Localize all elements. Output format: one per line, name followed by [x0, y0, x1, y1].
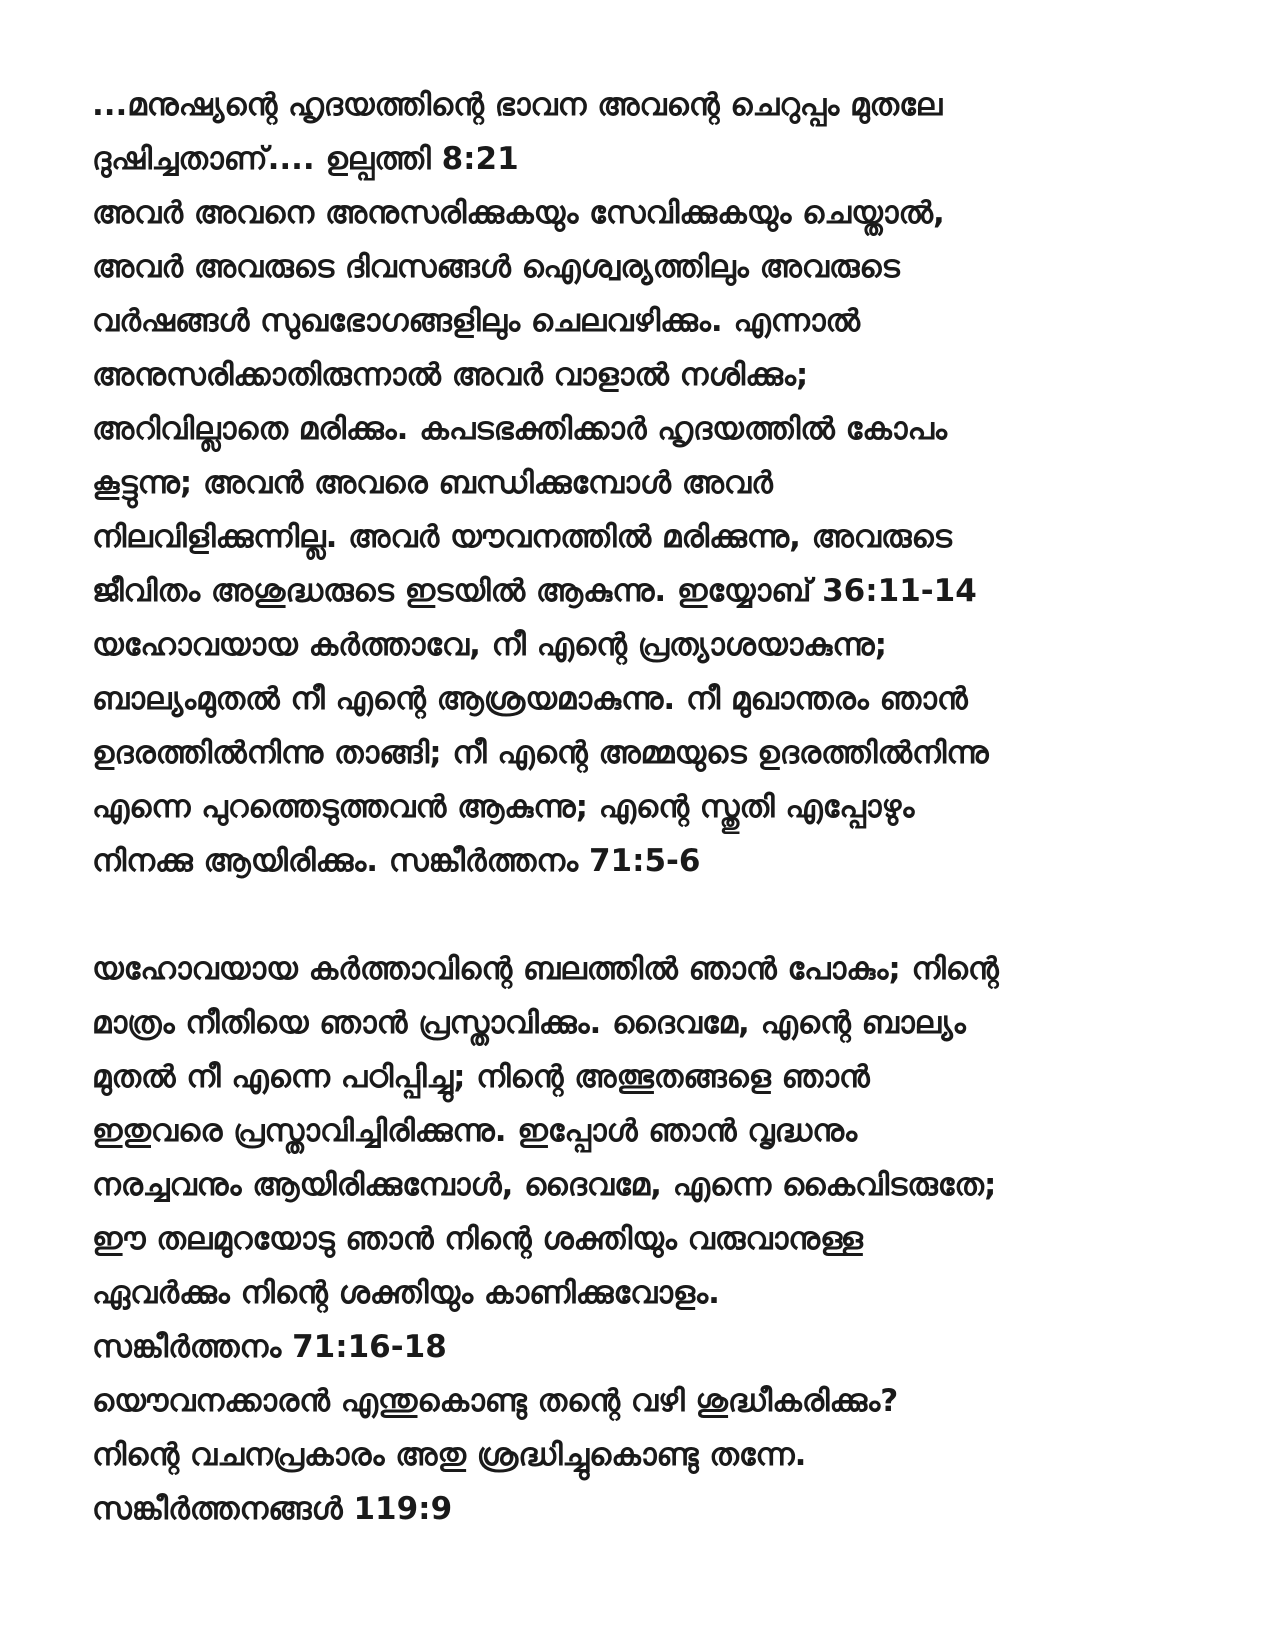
text-line: യഹോവയായ കർത്താവേ, നീ എന്റെ പ്രത്യാശയാകുന്നു; — [92, 627, 888, 663]
text-line: ഉദരത്തിൽനിന്നു താങ്ങി; നീ എന്റെ അമ്മയുടെ ഉദരത്തിൽനിന്നു — [92, 735, 989, 771]
text-line: കൂട്ടുന്നു; അവൻ അവരെ ബന്ധിക്കുമ്പോൾ അവർ — [92, 465, 773, 501]
text-line: നിലവിളിക്കുന്നില്ല. അവർ യൗവനത്തിൽ മരിക്കുന്നു, അവരുടെ — [92, 519, 952, 555]
text-line: മുതൽ നീ എന്നെ പഠിപ്പിച്ചു; നിന്റെ അത്ഭുതങ്ങളെ ഞാൻ — [92, 1059, 870, 1095]
text-line: സങ്കീർത്തനം 71:16-18 — [92, 1329, 447, 1365]
text-line: വർഷങ്ങൾ സുഖഭോഗങ്ങളിലും ചെലവഴിക്കും. എന്നാൽ — [92, 303, 861, 339]
text-line: ബാല്യംമുതൽ നീ എന്റെ ആശ്രയമാകുന്നു. നീ മുഖാന്തരം ഞാൻ — [92, 681, 968, 717]
text-line: ...മനുഷ്യന്റെ ഹൃദയത്തിന്റെ ഭാവന അവന്റെ ചെറുപ്പം മുതലേ — [92, 87, 943, 123]
text-line: അറിവില്ലാതെ മരിക്കും. കപടഭക്തിക്കാർ ഹൃദയത്തിൽ കോപം — [92, 411, 947, 447]
text-line: എന്നെ പുറത്തെടുത്തവൻ ആകുന്നു; എന്റെ സ്തുതി എപ്പോഴും — [92, 789, 915, 825]
paragraph-gap — [92, 888, 1212, 942]
text-line: ഏവർക്കും നിന്റെ ശക്തിയും കാണിക്കുവോളം. — [92, 1275, 720, 1311]
text-line: യഹോവയായ കർത്താവിന്റെ ബലത്തിൽ ഞാൻ പോകും; നിന്റെ — [92, 951, 999, 987]
text-line: ഈ തലമുറയോടു ഞാൻ നിന്റെ ശക്തിയും വരുവാനുള്ള — [92, 1221, 863, 1257]
text-line: ദുഷിച്ചതാണ്.... ഉല്പത്തി 8:21 — [92, 141, 519, 177]
text-line: യൌവനക്കാരൻ എന്തുകൊണ്ടു തന്റെ വഴി ശുദ്ധീകരിക്കും? — [92, 1383, 899, 1419]
text-line: സങ്കീർത്തനങ്ങൾ 119:9 — [92, 1491, 453, 1527]
text-line: ഇതുവരെ പ്രസ്താവിച്ചിരിക്കുന്നു. ഇപ്പോൾ ഞാൻ വൃദ്ധനും — [92, 1113, 858, 1149]
text-line: അവർ അവരുടെ ദിവസങ്ങൾ ഐശ്വര്യത്തിലും അവരുടെ — [92, 249, 900, 285]
text-line: നരച്ചവനും ആയിരിക്കുമ്പോൾ, ദൈവമേ, എന്നെ കൈവിടരുതേ; — [92, 1167, 997, 1203]
scripture-text — [92, 78, 1212, 1536]
text-line: അവർ അവനെ അനുസരിക്കുകയും സേവിക്കുകയും ചെയ്താൽ, — [92, 195, 945, 231]
text-line: നിനക്കു ആയിരിക്കും. സങ്കീർത്തനം 71:5-6 — [92, 843, 701, 879]
text-line: അനുസരിക്കാതിരുന്നാൽ അവർ വാളാൽ നശിക്കും; — [92, 357, 809, 393]
text-line: നിന്റെ വചനപ്രകാരം അതു ശ്രദ്ധിച്ചുകൊണ്ടു തന്നേ. — [92, 1437, 807, 1473]
text-line: ജീവിതം അശുദ്ധരുടെ ഇടയിൽ ആകുന്നു. ഇയ്യോബ് 36:11-14 — [92, 573, 977, 609]
text-line: മാത്രം നീതിയെ ഞാൻ പ്രസ്താവിക്കും. ദൈവമേ, എന്റെ ബാല്യം — [92, 1005, 966, 1041]
